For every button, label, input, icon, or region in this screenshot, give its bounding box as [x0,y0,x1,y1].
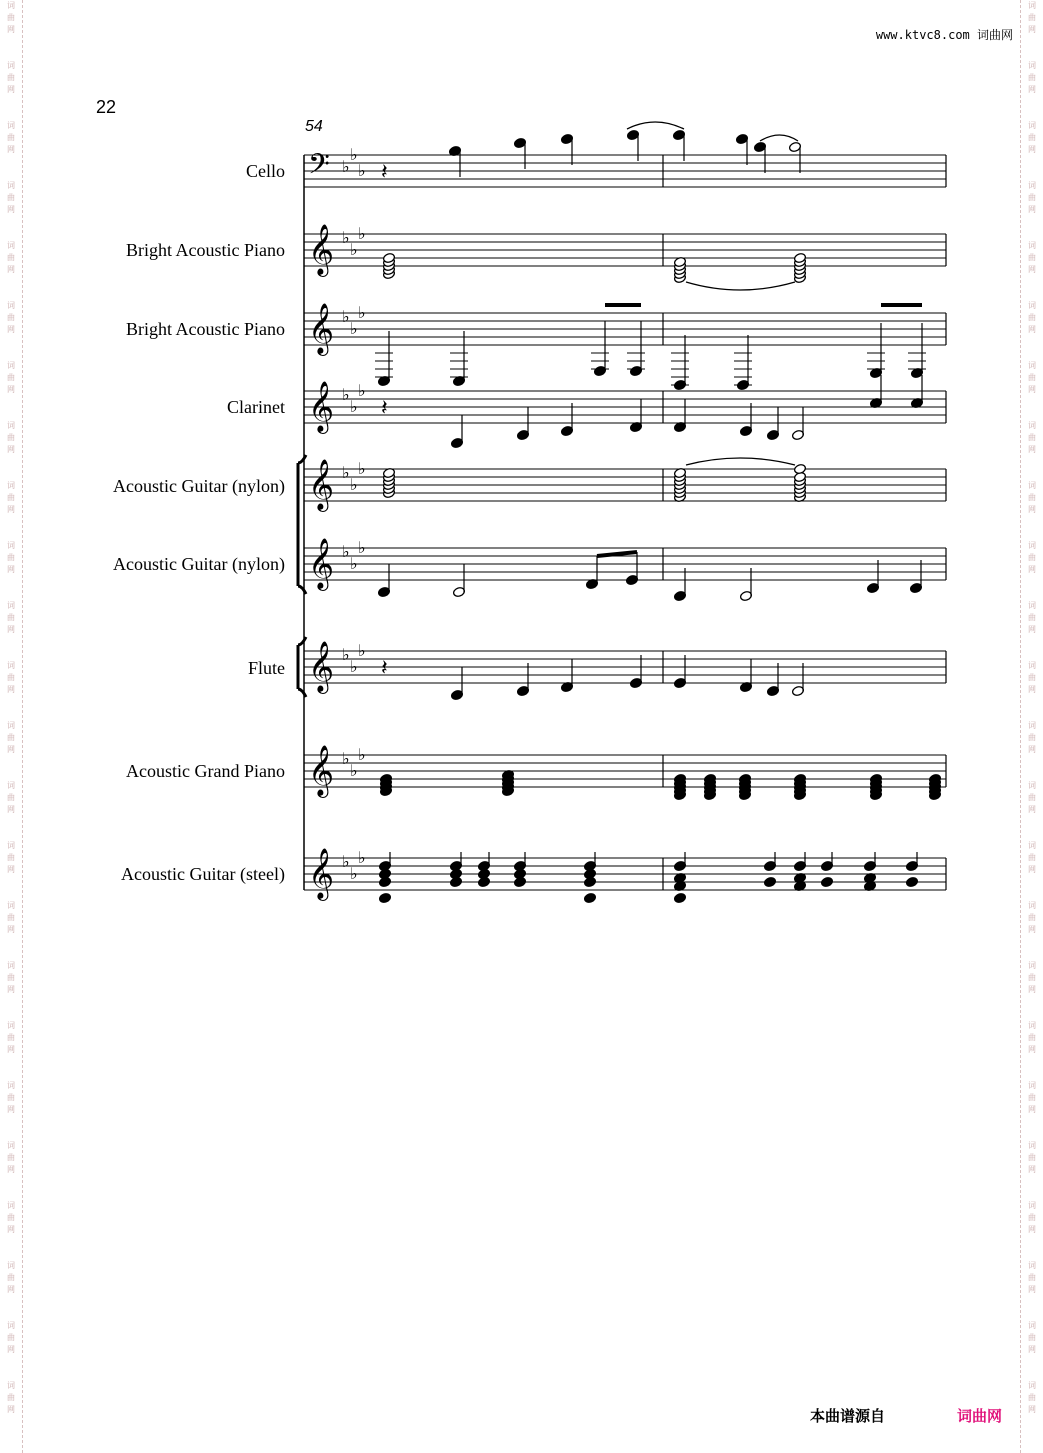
watermark-block: 词 曲 网 [7,661,15,694]
watermark-block: 词 曲 网 [7,601,15,634]
note-head [905,876,918,887]
flat-icon: ♭ [358,224,366,243]
measure-number: 54 [305,118,323,135]
watermark-block: 词 曲 网 [1028,1321,1036,1354]
watermark-block: 词 曲 网 [1028,1201,1036,1234]
watermark-block: 词 曲 网 [7,241,15,274]
treble-clef-icon: 𝄞 [308,224,335,275]
flat-icon: ♭ [342,542,350,561]
flat-icon: ♭ [350,240,358,259]
watermark-block: 词 曲 网 [7,721,15,754]
tie [760,135,798,141]
flat-icon: ♭ [358,161,366,180]
watermark-block: 词 曲 网 [7,181,15,214]
tie [686,282,795,290]
note-head [583,892,596,903]
flat-icon: ♭ [350,761,358,780]
watermark-block: 词 曲 网 [1028,601,1036,634]
beam [597,552,637,556]
watermark-block: 词 曲 网 [7,301,15,334]
watermark-block: 词 曲 网 [7,481,15,514]
tie [627,122,684,129]
flat-icon: ♭ [342,157,350,176]
watermark-block: 词 曲 网 [7,961,15,994]
note-head [793,463,806,474]
flat-icon: ♭ [358,641,366,660]
flat-icon: ♭ [342,852,350,871]
note-head [820,876,833,887]
watermark-block: 词 曲 网 [1028,841,1036,874]
watermark-block: 词 曲 网 [1028,721,1036,754]
flat-icon: ♭ [342,385,350,404]
flat-icon: ♭ [358,381,366,400]
watermark-block: 词 曲 网 [7,841,15,874]
flat-icon: ♭ [342,749,350,768]
note-head [673,892,686,903]
watermark-block: 词 曲 网 [1028,61,1036,94]
watermark-block: 词 曲 网 [7,1381,15,1414]
flat-icon: ♭ [358,848,366,867]
watermark-block: 词 曲 网 [7,1201,15,1234]
quarter-rest-icon: 𝄽 [381,396,388,421]
watermark-block: 词 曲 网 [7,1081,15,1114]
watermark-block: 词 曲 网 [7,1021,15,1054]
watermark-block: 词 曲 网 [1028,181,1036,214]
watermark-block: 词 曲 网 [1028,1261,1036,1294]
note-head [378,892,391,903]
flat-icon: ♭ [350,397,358,416]
watermark-block: 词 曲 网 [7,361,15,394]
watermark-block: 词 曲 网 [1028,301,1036,334]
watermark-block: 词 曲 网 [7,121,15,154]
footer-source-text: 本曲谱源自 [810,1407,886,1425]
tie [686,458,795,465]
watermark-block: 词 曲 网 [1028,1141,1036,1174]
watermark-block: 词 曲 网 [1028,961,1036,994]
instrument-label-grand-piano: Acoustic Grand Piano [126,761,285,781]
watermark-block: 词 曲 网 [7,1141,15,1174]
flat-icon: ♭ [358,745,366,764]
watermark-block: 词 曲 网 [7,1261,15,1294]
flat-icon: ♭ [350,319,358,338]
flat-icon: ♭ [358,538,366,557]
footer-brand-link[interactable]: 词曲网 [957,1407,1003,1425]
watermark-block: 词 曲 网 [1028,421,1036,454]
flat-icon: ♭ [342,645,350,664]
instrument-label-bright-piano-2: Bright Acoustic Piano [126,319,285,339]
quarter-rest-icon: 𝄽 [381,160,388,185]
flat-icon: ♭ [342,463,350,482]
treble-clef-icon: 𝄞 [308,538,335,589]
watermark-block: 词 曲 网 [1028,661,1036,694]
flat-icon: ♭ [342,307,350,326]
instrument-label-nylon-guitar-2: Acoustic Guitar (nylon) [113,554,285,574]
flat-icon: ♭ [358,459,366,478]
treble-clef-icon: 𝄞 [308,745,335,796]
watermark-block: 词 曲 网 [1028,541,1036,574]
flat-icon: ♭ [358,303,366,322]
watermark-block: 词 曲 网 [1028,121,1036,154]
watermark-block: 词 曲 网 [7,421,15,454]
flat-icon: ♭ [350,864,358,883]
watermark-block: 词 曲 网 [7,541,15,574]
watermark-block: 词 曲 网 [1028,361,1036,394]
flat-icon: ♭ [350,145,358,164]
quarter-rest-icon: 𝄽 [381,656,388,681]
treble-clef-icon: 𝄞 [308,641,335,692]
watermark-block: 词 曲 网 [1028,1,1036,34]
watermark-block: 词 曲 网 [1028,1021,1036,1054]
watermark-block: 词 曲 网 [7,61,15,94]
flat-icon: ♭ [350,554,358,573]
watermark-block: 词 曲 网 [1028,781,1036,814]
watermark-block: 词 曲 网 [1028,1081,1036,1114]
instrument-label-clarinet: Clarinet [227,397,285,417]
watermark-block: 词 曲 网 [1028,241,1036,274]
instrument-label-bright-piano-1: Bright Acoustic Piano [126,240,285,260]
note-head [763,876,776,887]
treble-clef-icon: 𝄞 [308,459,335,510]
flat-icon: ♭ [342,228,350,247]
instrument-label-flute: Flute [247,658,285,678]
instrument-label-steel-guitar: Acoustic Guitar (steel) [121,864,285,884]
watermark-block: 词 曲 网 [1028,1381,1036,1414]
flat-icon: ♭ [350,657,358,676]
watermark-block: 词 曲 网 [1028,901,1036,934]
bass-clef-icon: 𝄢 [308,148,330,188]
treble-clef-icon: 𝄞 [308,381,335,432]
watermark-block: 词 曲 网 [7,781,15,814]
treble-clef-icon: 𝄞 [308,303,335,354]
watermark-block: 词 曲 网 [1028,481,1036,514]
treble-clef-icon: 𝄞 [308,848,335,899]
page-number: 22 [96,97,117,117]
watermark-block: 词 曲 网 [7,1,15,34]
watermark-block: 词 曲 网 [7,901,15,934]
instrument-label-cello: Cello [246,161,285,181]
watermark-block: 词 曲 网 [7,1321,15,1354]
instrument-label-nylon-guitar-1: Acoustic Guitar (nylon) [113,476,285,496]
site-header[interactable]: www.ktvc8.com 词曲网 [875,28,1013,42]
flat-icon: ♭ [350,475,358,494]
staff-bracket [298,455,306,594]
